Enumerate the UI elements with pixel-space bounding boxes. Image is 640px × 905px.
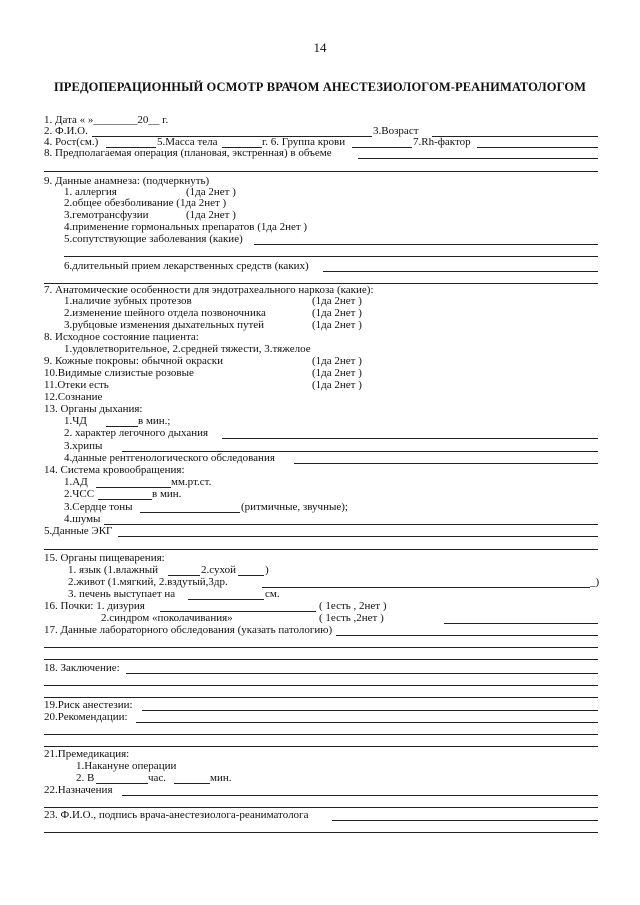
form-field-label: 2.общее обезболивание (1да 2нет ) <box>64 197 227 209</box>
form-field-label: 2.живот (1.мягкий, 2.вздутый,3др. <box>68 576 228 588</box>
form-field-label: (ритмичные, звучные); <box>241 501 348 513</box>
form-field-label: в мин.; <box>138 415 171 427</box>
form-field-label: (1да 2нет ) <box>312 307 362 319</box>
form-field-label: 19.Риск анестезии: <box>44 699 133 711</box>
form-field-label: 1.Накануне операции <box>76 760 177 772</box>
page-number: 14 <box>313 40 327 55</box>
form-field-label: ) <box>265 564 269 576</box>
form-field-label: 3.хрипы <box>64 440 103 452</box>
form-field-label: 9. Кожные покровы: обычной окраски <box>44 355 224 367</box>
form-field-label: 13. Органы дыхания: <box>44 403 143 415</box>
form-field-label: 2.изменение шейного отдела позвоночника <box>64 307 266 319</box>
form-field-label: 5.Масса тела <box>157 136 218 148</box>
form-field-label: 18. Заключение: <box>44 662 120 674</box>
form-field-label: 1. язык (1.влажный <box>68 564 158 576</box>
form-field-label: 3.гемотрансфузии <box>64 209 149 221</box>
form-field-label: 2.ЧСС <box>64 488 95 500</box>
form-field-label: 2.синдром «поколачивания» <box>101 612 233 624</box>
form-field-label: 3. печень выступает на <box>68 588 176 600</box>
form-field-label: 4.применение гормональных препаратов (1да 2нет ) <box>64 221 308 233</box>
form-field-label: мин. <box>210 772 232 784</box>
form-field-label: (1да 2нет ) <box>312 379 362 391</box>
form-field-label: 1.АД <box>64 476 88 488</box>
form-field-label: 17. Данные лабораторного обследования (указать патологию) <box>44 624 333 636</box>
form-field-label: ( 1есть ,2нет ) <box>319 612 384 624</box>
form-field-label: час. <box>148 772 167 784</box>
form-field-label: 1.удовлетворительное, 2.средней тяжести, 3.тяжелое <box>64 343 311 355</box>
form-field-label: 4. Рост(см.) <box>44 136 99 148</box>
form-field-label: 22.Назначения <box>44 784 113 796</box>
form-field-label: 6.длительный прием лекарственных средств (каких) <box>64 260 309 272</box>
form-field-label: 10.Видимые слизистые розовые <box>44 367 194 379</box>
form-field-label: (1да 2нет ) <box>312 319 362 331</box>
form-field-label: 23. Ф.И.О., подпись врача-анестезиолога-реаниматолога <box>44 809 309 821</box>
form-field-label: 12.Сознание <box>44 391 103 403</box>
form-field-label: 3.Сердце тоны <box>64 501 133 513</box>
form-field-label: в мин. <box>152 488 182 500</box>
form-field-label: (1да 2нет ) <box>186 186 236 198</box>
form-field-label: 1. аллергия <box>64 186 117 198</box>
form-field-label: 15. Органы пищеварения: <box>44 552 165 564</box>
form-field-label: 4.данные рентгенологического обследования <box>64 452 275 464</box>
form-field-label: _) <box>590 576 600 588</box>
form-field-label: 2.сухой <box>201 564 236 576</box>
form-field-label: 3.Возраст <box>373 125 419 137</box>
form-field-label: (1да 2нет ) <box>312 367 362 379</box>
form-field-label: 2. В <box>76 772 95 784</box>
form-field-label: (1да 2нет ) <box>312 355 362 367</box>
form-field-label: 8. Предполагаемая операция (плановая, экстренная) в объеме <box>44 147 332 159</box>
form-field-label: 4.шумы <box>64 513 101 525</box>
form-field-label: 7. Анатомические особенности для эндотрахеального наркоза (какие): <box>44 284 374 296</box>
form-field-label: 16. Почки: 1. дизурия <box>44 600 145 612</box>
form-field-label: 20.Рекомендации: <box>44 711 128 723</box>
form-field-label: г. 6. Группа крови <box>262 136 346 148</box>
form-field-label: ( 1есть , 2нет ) <box>319 600 387 612</box>
form-field-label: (1да 2нет ) <box>186 209 236 221</box>
form-field-label: мм.рт.ст. <box>171 476 212 488</box>
form-field-label: 2. характер легочного дыхания <box>64 427 209 439</box>
form-field-label: 7.Rh-фактор <box>413 136 471 148</box>
form-field-label: 8. Исходное состояние пациента: <box>44 331 199 343</box>
form-field-label: 5.Данные ЭКГ <box>44 525 113 537</box>
form-field-label: 5.сопутствующие заболевания (какие) <box>64 233 243 245</box>
form-field-label: см. <box>265 588 280 600</box>
form-field-label: 21.Премедикация: <box>44 748 130 760</box>
form-field-label: 9. Данные анамнеза: (подчеркнуть) <box>44 175 210 187</box>
form-field-label: 3.рубцовые изменения дыхательных путей <box>64 319 265 331</box>
form-field-label: 1. Дата « »________20__ г. <box>44 114 169 126</box>
form-field-label: 2. Ф.И.О. <box>44 125 88 137</box>
form-field-label: (1да 2нет ) <box>312 295 362 307</box>
form-field-label: 1.наличие зубных протезов <box>64 295 192 307</box>
form-field-label: 14. Система кровообращения: <box>44 464 185 476</box>
page-title: ПРЕДОПЕРАЦИОННЫЙ ОСМОТР ВРАЧОМ АНЕСТЕЗИОЛОГОМ-РЕАНИМАТОЛОГОМ <box>53 80 587 94</box>
form-field-label: 11.Отеки есть <box>44 379 109 391</box>
form-field-label: 1.ЧД <box>64 415 87 427</box>
